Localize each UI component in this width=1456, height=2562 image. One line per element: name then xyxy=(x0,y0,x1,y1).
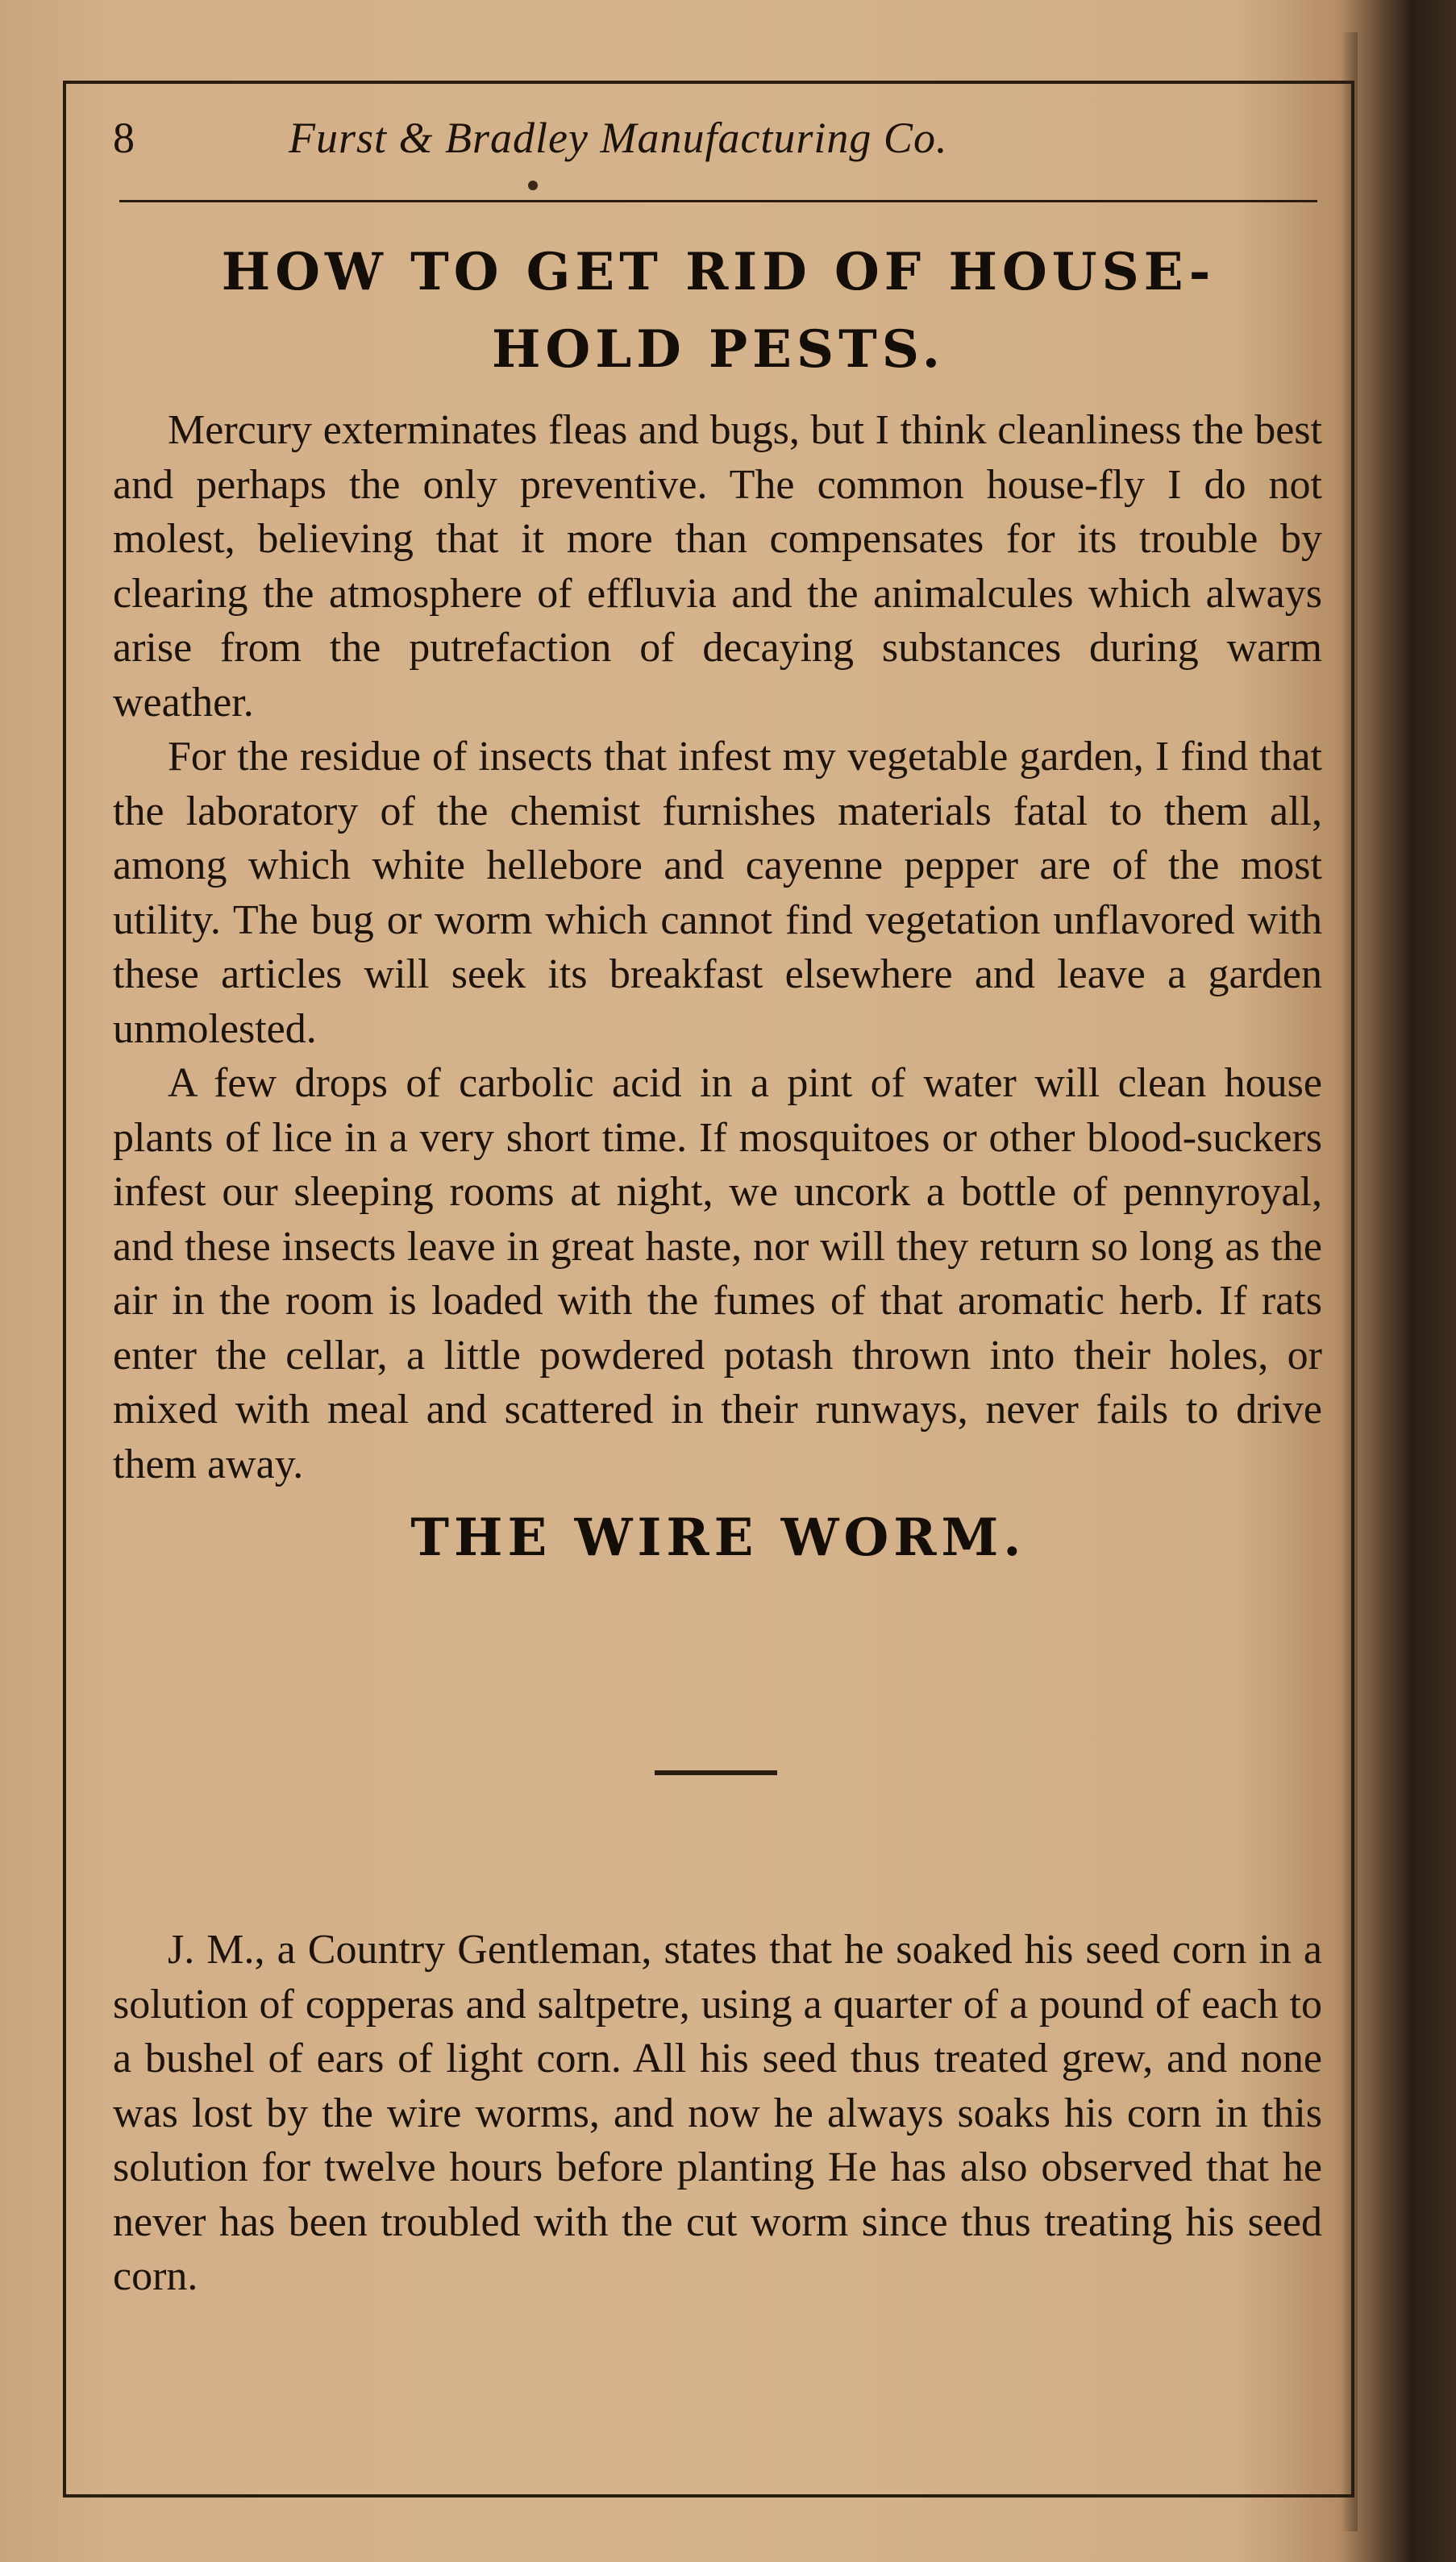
paragraph: For the residue of insects that infest my vegetable garden, I find that the laboratory of the chemist furnishes materials fatal to them all, among which white hellebore and cayenne pepper are of the most utility. The bug or worm which cannot find vegetation unflavored with these articles will seek its breakfast elsewhere and leave a garden unmolested. xyxy=(113,734,1322,1052)
article-body-household-pests xyxy=(113,403,1322,1491)
article-title-wire-worm: THE WIRE WORM. xyxy=(410,1508,1026,1568)
paragraph: A few drops of carbolic acid in a pint of water will clean house plants of lice in a very short time. If mosquitoes or other blood-suckers infest our sleeping rooms at night, we uncork a bottle of pennyroyal, and these insects leave in great haste, nor will they return so long as the air in the room is loaded with the fumes of that aromatic herb. If rats enter the cellar, a little powdered potash thrown into their holes, or mixed with meal and scattered in their runways, never fails to drive them away. xyxy=(113,1060,1322,1487)
article-title-household-pests xyxy=(119,234,1317,389)
paragraph: Mercury exterminates fleas and bugs, but I think cleanliness the best and perhaps the only preventive. The common house-fly I do not molest, believing that it more than compensates for its trouble by clearing the atmosphere of effluvia and the animalcules which always arise from the putrefaction of decaying substances during warm weather. xyxy=(113,407,1322,726)
header-rule xyxy=(119,200,1317,202)
header-ornament xyxy=(528,181,538,190)
page-header xyxy=(113,113,1322,169)
article-body-wire-worm xyxy=(113,1923,1322,2304)
title-line-2: HOLD PESTS. xyxy=(492,319,945,380)
running-head: Furst & Bradley Manufacturing Co. xyxy=(289,114,948,162)
paragraph: J. M., a Country Gentleman, states that he soaked his seed corn in a solution of copperas and saltpetre, using a quarter of a pound of each to a bushel of ears of light corn. All his seed thus treated grew, and none was lost by the wire worms, and now he always soaks his corn in this solution for twelve hours before planting He has also observed that he never has been troubled with the cut worm since thus treating his seed corn. xyxy=(113,1927,1322,2299)
section-divider xyxy=(655,1770,777,1775)
title-line-1: HOW TO GET RID OF HOUSE- xyxy=(221,242,1216,302)
page-number: 8 xyxy=(113,114,135,162)
